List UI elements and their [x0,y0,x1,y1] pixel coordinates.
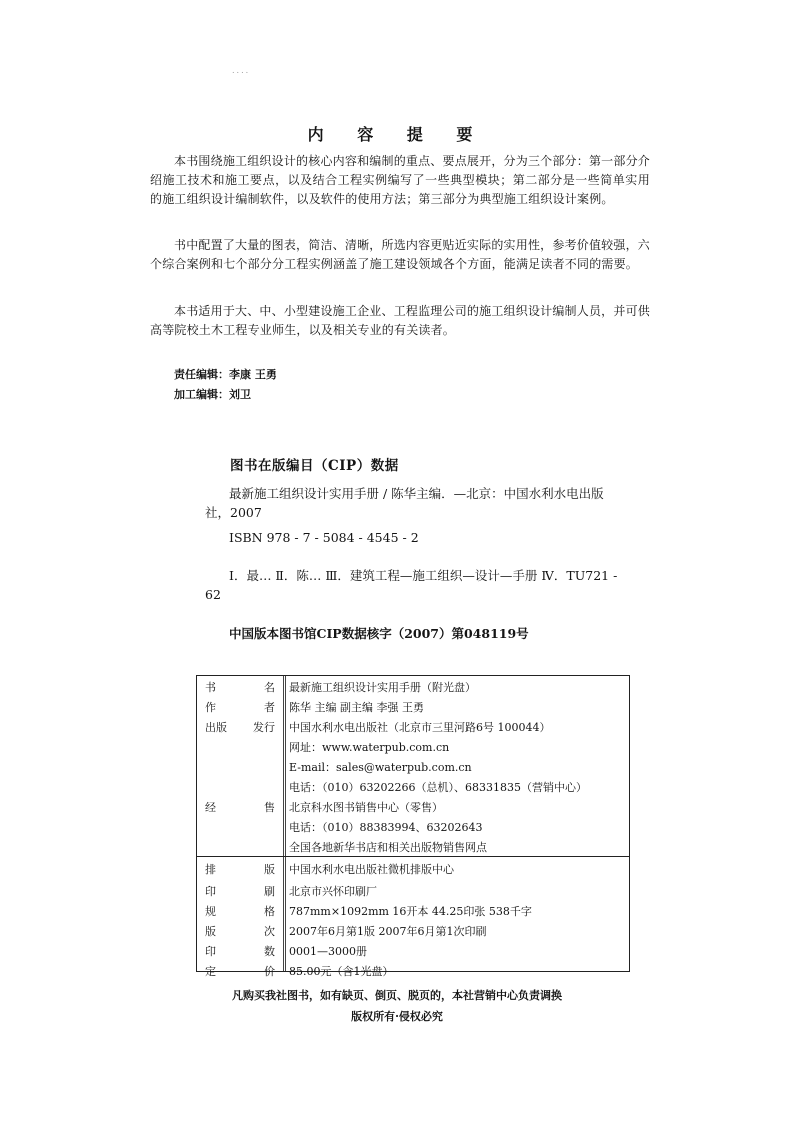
row-label-part: 规 [205,905,216,918]
row-label [205,902,275,922]
row-label-part: 出版 [205,721,227,734]
table-row [197,738,629,758]
row-label [205,718,275,738]
row-value: 中国水利水电出版社微机排版中心 [289,863,454,876]
row-label-part: 版 [205,925,216,938]
row-value: 网址：www.waterpub.com.cn [289,741,450,754]
row-label-part: 刷 [264,885,275,898]
row-label [205,922,275,942]
row-label-part: 书 [205,681,216,694]
row-label-part: 排 [205,863,216,876]
row-label-part: 印 [205,885,216,898]
row-value: 全国各地新华书店和相关出版物销售网点 [289,841,487,854]
table-row [197,942,629,962]
row-label-part: 名 [264,681,275,694]
row-label-part: 发行 [253,721,275,734]
cip-isbn: ISBN 978 - 7 - 5084 - 4545 - 2 [229,530,419,545]
row-label-part: 售 [264,801,275,814]
table-row [197,882,629,902]
row-label [205,678,275,698]
table-row [197,758,629,778]
row-value: 陈华 主编 副主编 李强 王勇 [289,701,424,714]
row-value: E-mail：sales@waterpub.com.cn [289,761,472,774]
cip-record-line: 最新施工组织设计实用手册 / 陈华主编．—北京：中国水利水电出版社，2007 [205,486,604,520]
row-value: 电话：（010）88383994、63202643 [289,821,483,834]
cip-heading: 图书在版编目（CIP）数据 [230,458,399,474]
responsible-editor: 责任编辑：李康 王勇 [174,368,277,381]
row-label-part: 次 [264,925,275,938]
row-label-part: 版 [264,863,275,876]
processing-editor: 加工编辑：刘卫 [174,388,251,401]
table-row [197,698,629,718]
scan-mark: .... [232,66,251,75]
footer-copyright: 版权所有·侵权必究 [351,1010,443,1023]
row-value: 85.00元（含1光盘） [289,965,394,978]
row-value: 2007年6月第1版 2007年6月第1次印刷 [289,925,487,938]
table-row [197,922,629,942]
table-row [197,678,629,698]
row-label [205,882,275,902]
footer-notice: 凡购买我社图书，如有缺页、倒页、脱页的，本社营销中心负责调换 [232,989,562,1002]
table-row [197,838,629,858]
table-row [197,902,629,922]
table-row [197,818,629,838]
cip-classification: Ⅰ．最… Ⅱ．陈… Ⅲ．建筑工程—施工组织—设计—手册 Ⅳ．TU721 - 62 [205,568,618,602]
row-label-part: 者 [264,701,275,714]
row-value: 北京市兴怀印刷厂 [289,885,377,898]
summary-paragraph-3: 本书适用于大、中、小型建设施工企业、工程监理公司的施工组织设计编制人员，并可供高等院校土木工程专业师生，以及相关专业的有关读者。 [150,304,650,337]
row-value: 0001—3000册 [289,945,367,958]
row-label-part: 数 [264,945,275,958]
table-row [197,798,629,818]
row-label-part: 价 [264,965,275,978]
row-value: 北京科水图书销售中心（零售） [289,801,443,814]
publication-info-table [196,675,630,978]
summary-title: 内 容 提 要 [307,125,487,144]
row-label-part: 作 [205,701,216,714]
row-value: 中国水利水电出版社（北京市三里河路6号 100044） [289,721,551,734]
summary-paragraph-1: 本书围绕施工组织设计的核心内容和编制的重点、要点展开，分为三个部分：第一部分介绍施工技术和施工要点，以及结合工程实例编写了一些典型模块；第二部分是一些简单实用的施工组织设计编制软件，以及软件的使用方法；第三部分为典型施工组织设计案例。 [150,154,650,206]
table-row [197,718,629,738]
row-label [205,698,275,718]
row-label [205,942,275,962]
row-label [205,860,275,880]
row-value: 电话：（010）63202266（总机）、68331835（营销中心） [289,781,587,794]
summary-paragraph-2: 书中配置了大量的图表，简洁、清晰，所选内容更贴近实际的实用性，参考价值较强，六个综合案例和七个部分分工程实例涵盖了施工建设领域各个方面，能满足读者不同的需要。 [150,238,650,271]
table-row [197,778,629,798]
row-value: 最新施工组织设计实用手册（附光盘） [289,681,476,694]
table-row [197,860,629,880]
row-label [205,798,275,818]
row-label-part: 定 [205,965,216,978]
row-value: 787mm×1092mm 16开本 44.25印张 538千字 [289,905,532,918]
row-label-part: 印 [205,945,216,958]
cip-record-number: 中国版本图书馆CIP数据核字（2007）第048119号 [229,626,529,641]
row-label [205,962,275,982]
table-row [197,962,629,982]
row-label-part: 格 [264,905,275,918]
row-label-part: 经 [205,801,216,814]
